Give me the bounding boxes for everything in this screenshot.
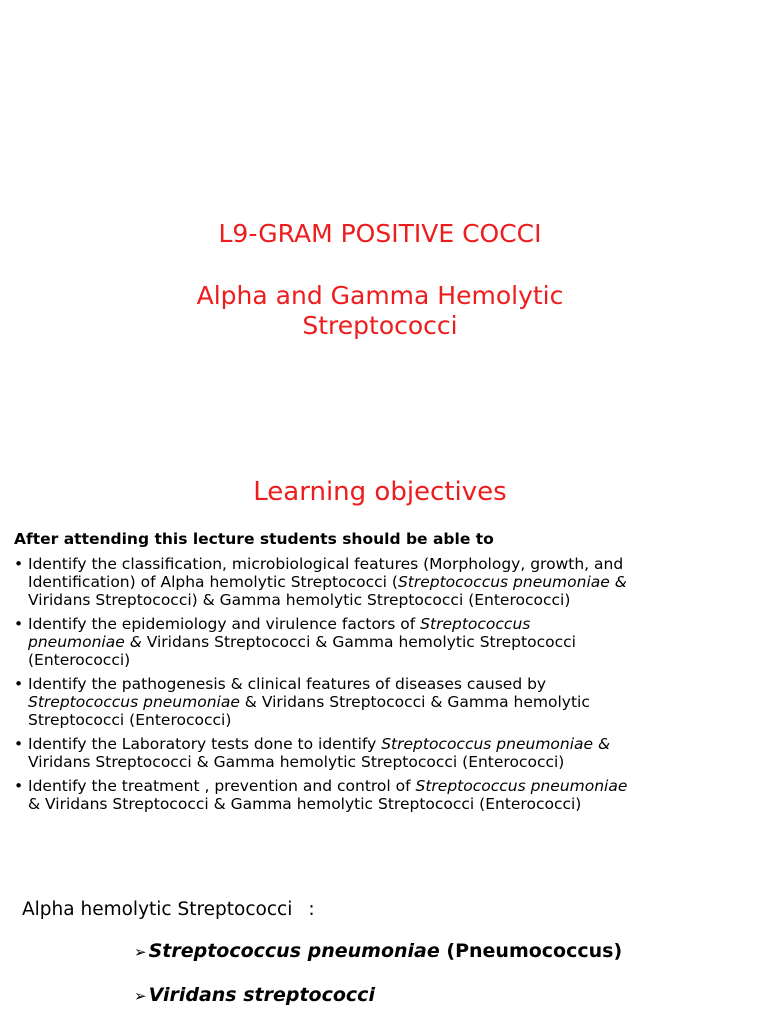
alpha-item-pneumoniae-rest: (Pneumococcus) bbox=[439, 940, 623, 962]
objective-text: Identify the classification, microbiological features (Morphology, growth, and bbox=[28, 555, 624, 573]
objective-text: Identify the Laboratory tests done to identify bbox=[28, 735, 382, 753]
arrow-bullet-icon: ➢ bbox=[134, 987, 147, 1005]
objective-line bbox=[28, 651, 754, 669]
objective-text-italic: Streptococcus pneumoniae & bbox=[381, 735, 611, 753]
objective-text: & Viridans Streptococci & Gamma hemolytic bbox=[239, 693, 590, 711]
objective-item bbox=[14, 777, 754, 813]
objective-text: Streptococci (Enterococci) bbox=[28, 711, 232, 729]
objective-text: Viridans Streptococci & Gamma hemolytic Streptococci bbox=[141, 633, 576, 651]
objective-text-italic: Streptococcus pneumoniae bbox=[415, 777, 628, 795]
objective-text-italic: Streptococcus bbox=[420, 615, 531, 633]
bullet-icon: • bbox=[14, 555, 24, 573]
objective-item bbox=[14, 735, 754, 771]
lecture-subtitle-line1: Alpha and Gamma Hemolytic bbox=[196, 281, 564, 310]
objective-item bbox=[14, 555, 754, 609]
objective-line bbox=[28, 555, 754, 573]
objective-line bbox=[28, 615, 754, 633]
objective-line bbox=[28, 777, 754, 795]
objective-text: & Viridans Streptococci & Gamma hemolytic Streptococci (Enterococci) bbox=[28, 795, 582, 813]
objectives-intro: After attending this lecture students should be able to bbox=[14, 530, 494, 548]
objective-line bbox=[28, 633, 754, 651]
arrow-bullet-icon: ➢ bbox=[134, 943, 147, 961]
objective-item bbox=[14, 675, 754, 729]
objective-line bbox=[28, 591, 754, 609]
bullet-icon: • bbox=[14, 615, 24, 633]
objective-text: Viridans Streptococci & Gamma hemolytic Streptococci (Enterococci) bbox=[28, 753, 565, 771]
objective-line bbox=[28, 753, 754, 771]
objective-line bbox=[28, 735, 754, 753]
objective-text: Identify the treatment , prevention and control of bbox=[28, 777, 416, 795]
alpha-heading-colon: : bbox=[308, 899, 315, 920]
learning-objectives-heading: Learning objectives bbox=[253, 477, 507, 507]
bullet-icon: • bbox=[14, 675, 24, 693]
objective-line bbox=[28, 795, 754, 813]
objective-line bbox=[28, 711, 754, 729]
lecture-subtitle-line2: Streptococci bbox=[302, 311, 458, 340]
objective-text: Identification) of Alpha hemolytic Streptococci ( bbox=[28, 573, 398, 591]
objective-text: Identify the epidemiology and virulence factors of bbox=[28, 615, 421, 633]
objectives-list bbox=[14, 555, 754, 819]
alpha-item-pneumoniae bbox=[134, 938, 622, 965]
objective-line bbox=[28, 693, 754, 711]
objective-text: (Enterococci) bbox=[28, 651, 131, 669]
objective-text: Viridans Streptococci) & Gamma hemolytic Streptococci (Enterococci) bbox=[28, 591, 571, 609]
objective-text-italic: Streptococcus pneumoniae bbox=[28, 693, 240, 711]
alpha-item-pneumoniae-italic: Streptococcus pneumoniae bbox=[148, 940, 440, 962]
objective-text-italic: Streptococcus pneumoniae & bbox=[397, 573, 627, 591]
alpha-item-viridans-italic: Viridans streptococci bbox=[148, 984, 375, 1006]
objective-item bbox=[14, 615, 754, 669]
alpha-heading-text: Alpha hemolytic Streptococci bbox=[22, 899, 293, 920]
lecture-title: L9-GRAM POSITIVE COCCI bbox=[218, 219, 542, 248]
objective-line bbox=[28, 573, 754, 591]
bullet-icon: • bbox=[14, 735, 24, 753]
alpha-hemolytic-heading bbox=[22, 897, 315, 923]
objective-line bbox=[28, 675, 754, 693]
objective-text: Identify the pathogenesis & clinical features of diseases caused by bbox=[28, 675, 547, 693]
bullet-icon: • bbox=[14, 777, 24, 795]
alpha-item-viridans bbox=[134, 982, 375, 1009]
objective-text-italic: pneumoniae & bbox=[28, 633, 142, 651]
